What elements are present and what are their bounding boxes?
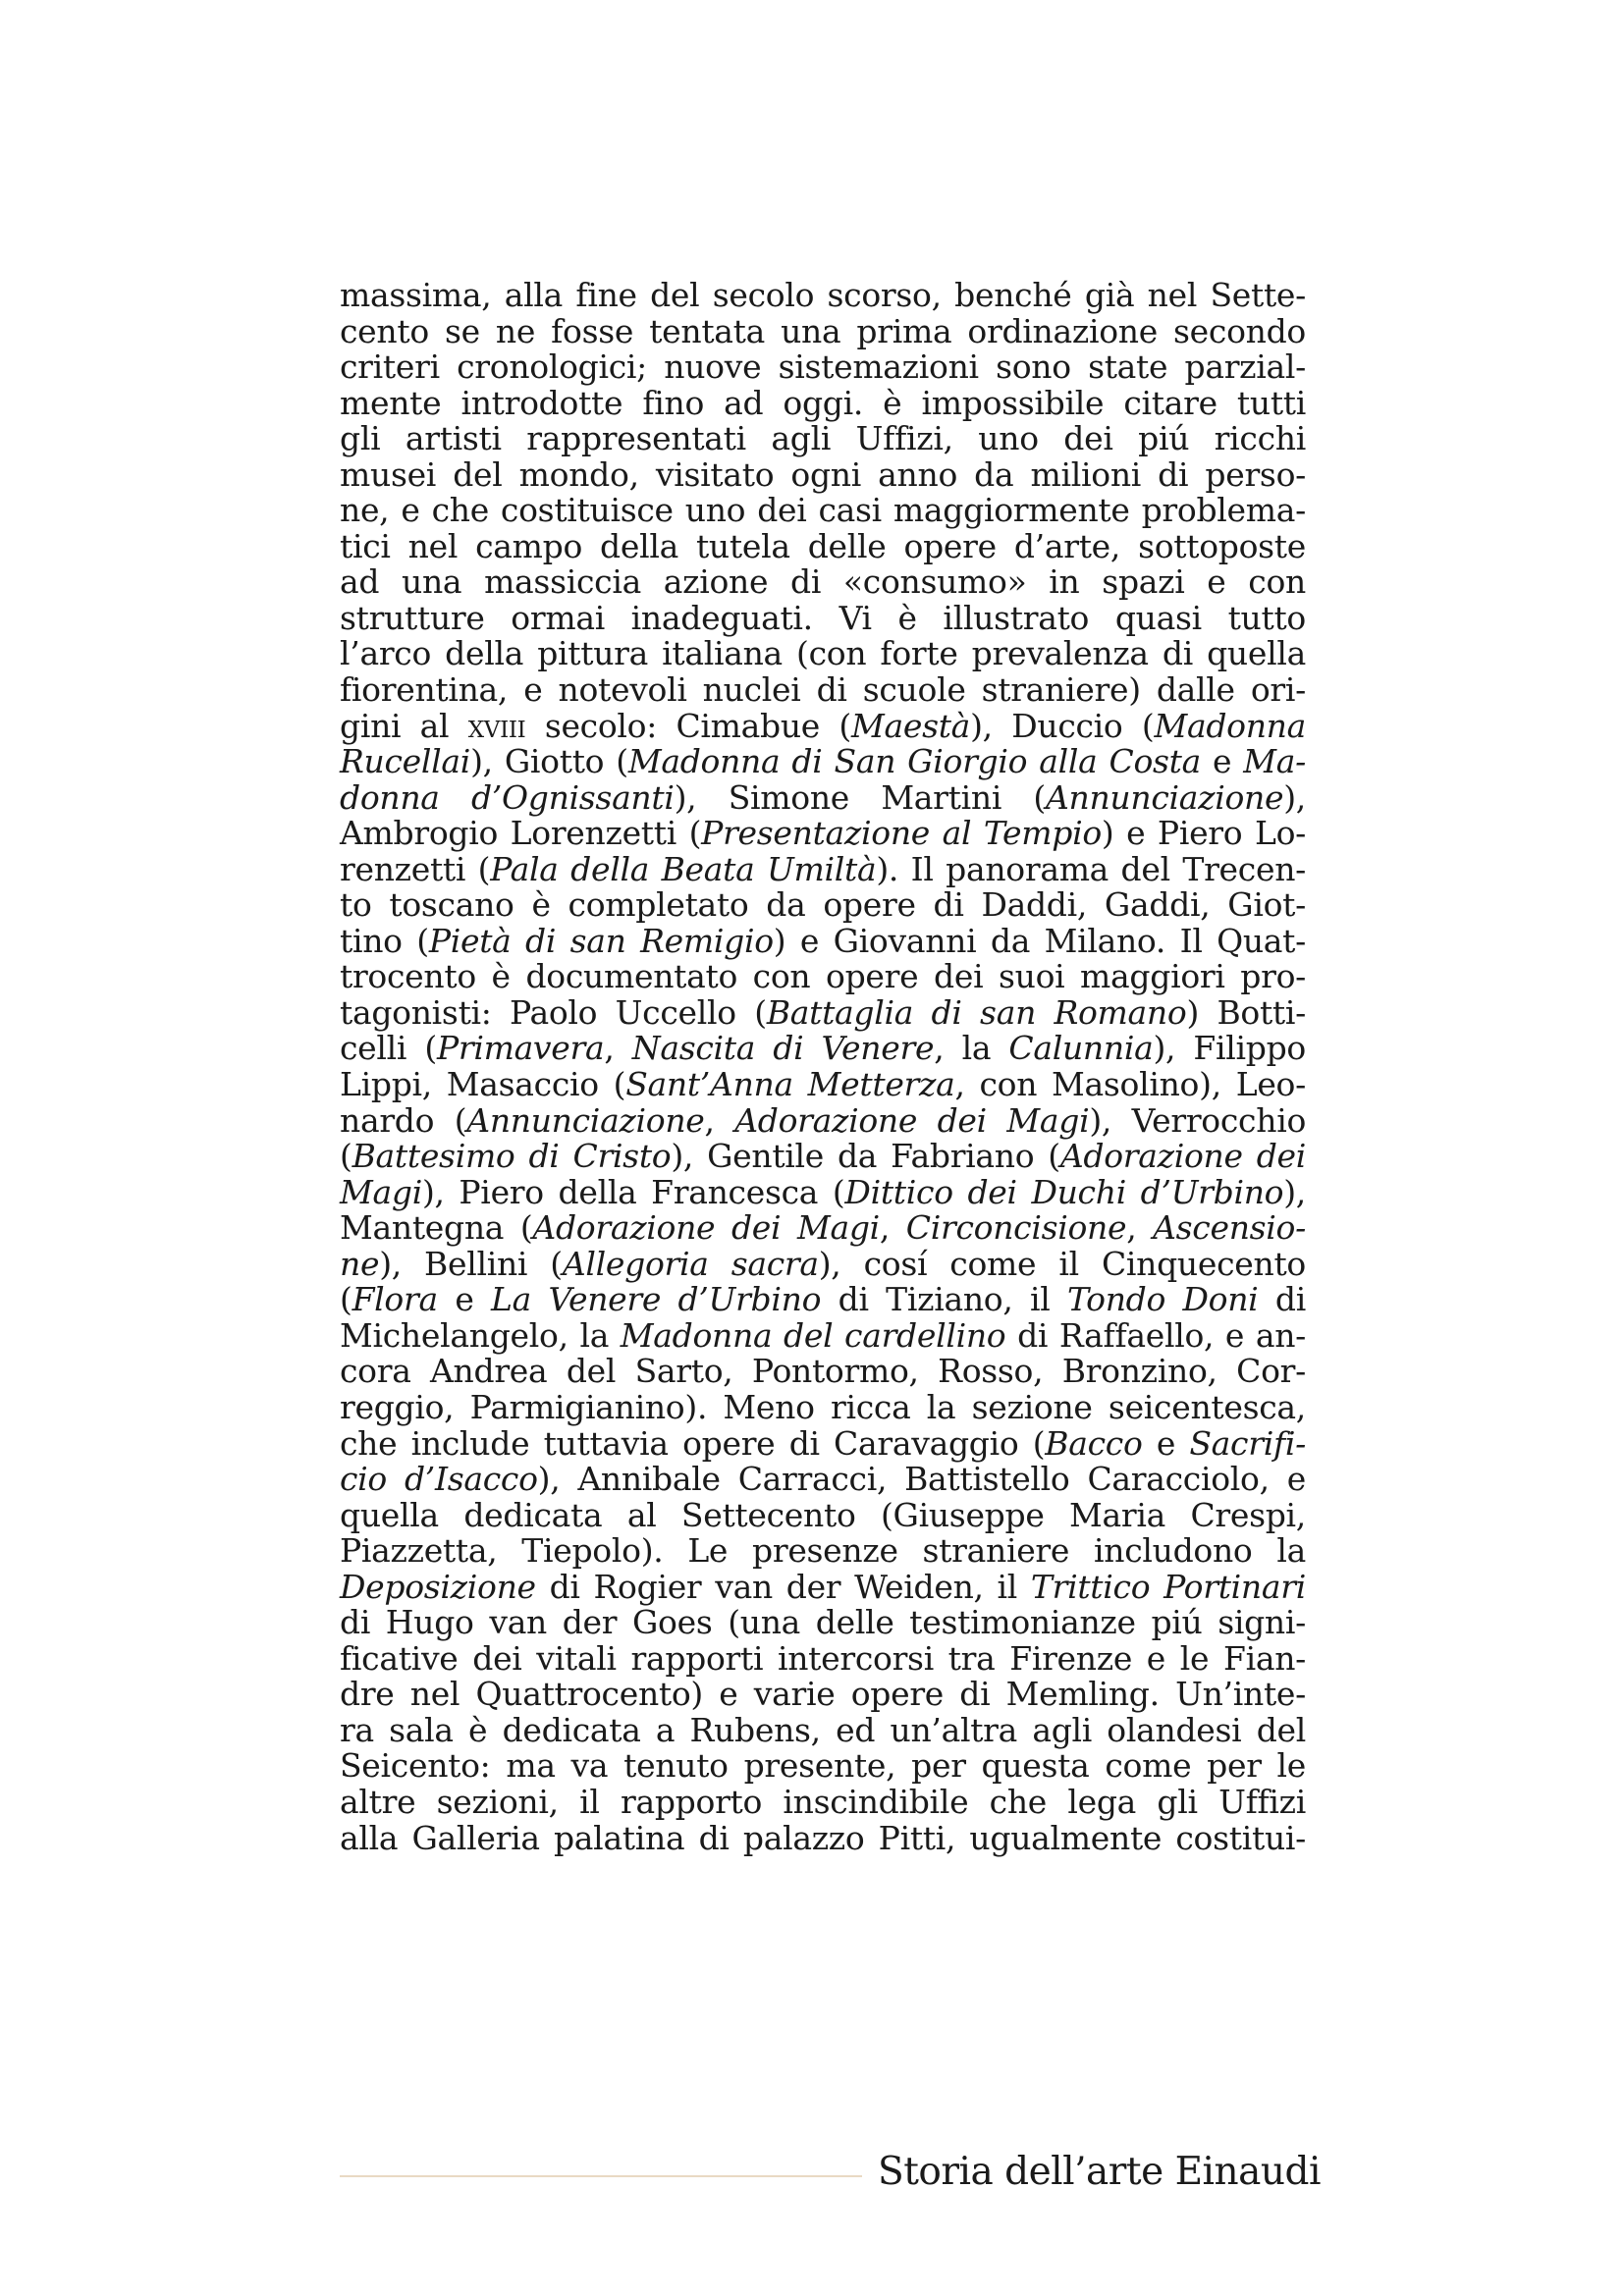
text-run: ficative dei vitali rapporti intercorsi tra Firenze e le Fian- — [340, 1638, 1306, 1678]
text-run: nardo ( — [340, 1100, 467, 1140]
text-run: altre sezioni, il rapporto inscindibile che lega gli Uffizi — [340, 1782, 1306, 1821]
italic-title: Ascensio- — [1153, 1208, 1306, 1248]
text-run: reggio, Parmigianino). Meno ricca la sezione seicentesca, — [340, 1387, 1306, 1426]
text-run: , — [1126, 1208, 1154, 1248]
text-line — [340, 849, 1307, 888]
text-run: trocento è documentato con opere dei suoi maggiori pro- — [340, 957, 1306, 996]
text-run: ad una massiccia azione di «consumo» in spazi e con — [340, 562, 1306, 602]
text-line — [340, 1818, 1306, 1857]
italic-title: Flora — [352, 1280, 438, 1319]
text-line — [340, 1533, 1306, 1570]
text-line — [340, 1710, 1306, 1749]
text-line — [340, 1782, 1306, 1821]
text-run: dre nel Quattrocento) e varie opere di Memling. Un’inte- — [340, 1675, 1306, 1714]
italic-title: Annunciazione — [466, 1100, 705, 1140]
italic-title: Madonna del cardellino — [620, 1315, 1006, 1355]
text-run: , — [604, 1029, 632, 1068]
italic-title: Circoncisione — [905, 1208, 1127, 1248]
text-line — [340, 1567, 1306, 1606]
text-line — [340, 1677, 1306, 1713]
italic-title: Bacco — [1045, 1423, 1143, 1463]
text-run: di Raffaello, e an- — [1005, 1315, 1307, 1355]
text-run: Seicento: ma va tenuto presente, per questa come per le — [340, 1746, 1306, 1786]
text-line — [340, 1031, 1306, 1067]
text-run: massima, alla fine del secolo scorso, benché già nel Sette- — [340, 276, 1306, 314]
text-line — [340, 278, 1306, 314]
text-line — [340, 1067, 1306, 1103]
italic-title: ne — [340, 1244, 380, 1283]
italic-title: Nascita di Venere — [631, 1029, 935, 1068]
text-line — [340, 992, 1306, 1032]
text-line — [340, 1423, 1306, 1463]
text-run: , — [879, 1208, 906, 1248]
text-run: tici nel campo della tutela delle opere d’arte, sottoposte — [340, 526, 1306, 565]
italic-title: Annunciazione — [1045, 777, 1284, 817]
text-run: tino ( — [340, 921, 429, 960]
text-run: Piazzetta, Tiepolo). Le presenze straniere includono la — [340, 1531, 1306, 1571]
text-run: ) Botti- — [1186, 992, 1306, 1032]
italic-title: Sant’Anna Metterza — [625, 1065, 955, 1104]
text-run: ( — [340, 1137, 352, 1176]
text-line — [340, 777, 1306, 817]
italic-title: Madonna di San Giorgio alla Costa — [627, 742, 1201, 781]
text-line — [340, 493, 1306, 529]
text-run: mente introdotte fino ad oggi. è impossibile citare tutti — [340, 383, 1306, 422]
text-line — [340, 1605, 1306, 1641]
text-run: renzetti ( — [340, 849, 491, 888]
text-line — [340, 1139, 1306, 1175]
text-run: to toscano è completato da opere di Daddi, Gaddi, Giot- — [340, 885, 1306, 925]
text-run: e — [1201, 742, 1244, 781]
text-line — [340, 421, 1306, 457]
text-run: ). Il panorama del Trecen- — [876, 849, 1307, 888]
italic-title: donna d’Ognissanti — [340, 777, 675, 817]
text-run: l’arco della pittura italiana (con forte prevalenza di quella — [340, 634, 1306, 673]
text-line — [340, 564, 1306, 601]
text-run: ), Simone Martini ( — [674, 777, 1046, 817]
italic-title: Dittico dei Duchi d’Urbino — [844, 1172, 1284, 1211]
text-run: di — [1258, 1280, 1306, 1319]
text-run: gli artisti rappresentati agli Uffizi, uno dei piú ricchi — [340, 419, 1306, 458]
italic-title: Adorazione dei Magi — [734, 1100, 1090, 1140]
italic-title: Battaglia di san Romano — [766, 992, 1187, 1032]
text-run: ), cosí come il Cinquecento — [818, 1244, 1306, 1283]
text-line — [340, 1638, 1306, 1678]
italic-title: Primavera — [436, 1029, 605, 1068]
text-run: ), Duccio ( — [970, 706, 1155, 745]
text-line — [340, 1462, 1306, 1498]
italic-title: Magi — [340, 1172, 422, 1211]
text-run: Lippi, Masaccio ( — [340, 1065, 626, 1104]
italic-title: Allegoria sacra — [562, 1244, 819, 1283]
italic-title: Tondo Doni — [1066, 1280, 1259, 1319]
text-run: alla Galleria palatina di palazzo Pitti, ugualmente costitui- — [340, 1818, 1306, 1857]
text-run: ), — [1283, 1172, 1306, 1211]
text-run: cento se ne fosse tentata una prima ordinazione secondo — [340, 311, 1306, 350]
text-run: ) e Piero Lo- — [1101, 814, 1306, 853]
text-line — [340, 1172, 1306, 1211]
italic-title: Pala della Beata Umiltà — [490, 849, 877, 888]
italic-title: Ma- — [1243, 742, 1307, 781]
italic-title: Adorazione dei — [1059, 1137, 1307, 1176]
text-line — [340, 1100, 1307, 1140]
italic-title: La Venere d’Urbino — [491, 1280, 822, 1319]
text-run: musei del mondo, visitato ogni anno da milioni di perso- — [340, 454, 1306, 494]
italic-title: Presentazione al Tempio — [701, 814, 1102, 853]
text-run: , la — [934, 1029, 1009, 1068]
text-line — [340, 1210, 1306, 1247]
footer-title: Storia dell’arte Einaudi — [878, 2150, 1321, 2194]
text-line — [340, 1282, 1306, 1318]
text-line — [340, 672, 1306, 709]
text-line — [340, 706, 1307, 745]
text-run: strutture ormai inadeguati. Vi è illustrato quasi tutto — [340, 598, 1306, 637]
text-line — [340, 1315, 1307, 1355]
italic-title: cio d’Isacco — [340, 1460, 538, 1499]
text-run: , con Masolino), Leo- — [954, 1065, 1306, 1104]
italic-title: Adorazione dei Magi — [532, 1208, 880, 1248]
text-run: che include tuttavia opere di Caravaggio ( — [340, 1423, 1046, 1463]
text-run: ), Bellini ( — [379, 1244, 563, 1283]
text-run: cora Andrea del Sarto, Pontormo, Rosso, Bronzino, Cor- — [340, 1352, 1306, 1391]
text-run: ne, e che costituisce uno dei casi maggiormente problema- — [340, 491, 1306, 530]
text-run: ), Verrocchio — [1089, 1100, 1307, 1140]
italic-title: Maestà — [850, 706, 971, 745]
text-run: ra sala è dedicata a Rubens, ed un’altra agli olandesi del — [340, 1710, 1306, 1749]
text-line — [340, 1748, 1306, 1785]
text-line — [340, 816, 1306, 852]
text-line — [340, 598, 1306, 637]
italic-title: Calunnia — [1008, 1029, 1154, 1068]
text-line — [340, 1387, 1306, 1426]
text-line — [340, 454, 1306, 494]
text-line — [340, 526, 1306, 565]
text-run: ), Piero della Francesca ( — [421, 1172, 845, 1211]
text-run: , — [704, 1100, 735, 1140]
text-line — [340, 887, 1306, 924]
italic-title: Pietà di san Remigio — [428, 921, 774, 960]
text-line — [340, 959, 1306, 995]
italic-title: Battesimo di Cristo — [352, 1137, 672, 1176]
text-run: xviii — [467, 706, 526, 745]
text-line — [340, 311, 1306, 350]
footer-rule — [340, 2175, 862, 2177]
text-run: ) e Giovanni da Milano. Il Quat- — [773, 921, 1306, 960]
text-run: di Tiziano, il — [821, 1280, 1067, 1319]
italic-title: Rucellai — [340, 742, 471, 781]
italic-title: Deposizione — [340, 1567, 536, 1606]
text-line — [340, 921, 1306, 960]
text-run: ), Filippo — [1153, 1029, 1306, 1068]
text-run: Mantegna ( — [340, 1208, 533, 1248]
text-line — [340, 349, 1306, 386]
text-run: quella dedicata al Settecento (Giuseppe Maria Crespi, — [340, 1495, 1306, 1534]
text-run: e — [437, 1280, 492, 1319]
text-run: gini al — [340, 706, 468, 745]
text-run: ), Gentile da Fabriano ( — [671, 1137, 1060, 1176]
body-text — [340, 278, 1306, 1856]
italic-title: Trittico Portinari — [1030, 1567, 1306, 1606]
text-run: ( — [340, 1280, 352, 1319]
text-run: Michelangelo, la — [340, 1315, 621, 1355]
text-line — [340, 1244, 1306, 1283]
text-run: ), Giotto ( — [470, 742, 628, 781]
italic-title: Madonna — [1154, 706, 1307, 745]
text-line — [340, 744, 1306, 780]
text-run: criteri cronologici; nuove sistemazioni sono state parzial- — [340, 347, 1306, 387]
text-run: fiorentina, e notevoli nuclei di scuole straniere) dalle ori- — [340, 670, 1306, 710]
text-line — [340, 1354, 1306, 1390]
italic-title: Sacrifi- — [1189, 1423, 1306, 1463]
text-run: secolo: Cimabue ( — [525, 706, 851, 745]
text-line — [340, 636, 1306, 672]
text-run: ), — [1283, 777, 1306, 817]
text-line — [340, 383, 1306, 422]
text-run: Ambrogio Lorenzetti ( — [340, 814, 702, 853]
text-run: ), Annibale Carracci, Battistello Caracciolo, e — [537, 1460, 1306, 1499]
text-run: di Rogier van der Weiden, il — [535, 1567, 1031, 1606]
text-run: di Hugo van der Goes (una delle testimonianze piú signi- — [340, 1603, 1306, 1642]
text-line — [340, 1495, 1306, 1534]
text-run: tagonisti: Paolo Uccello ( — [340, 992, 767, 1032]
text-run: e — [1142, 1423, 1190, 1463]
text-run: celli ( — [340, 1029, 437, 1068]
